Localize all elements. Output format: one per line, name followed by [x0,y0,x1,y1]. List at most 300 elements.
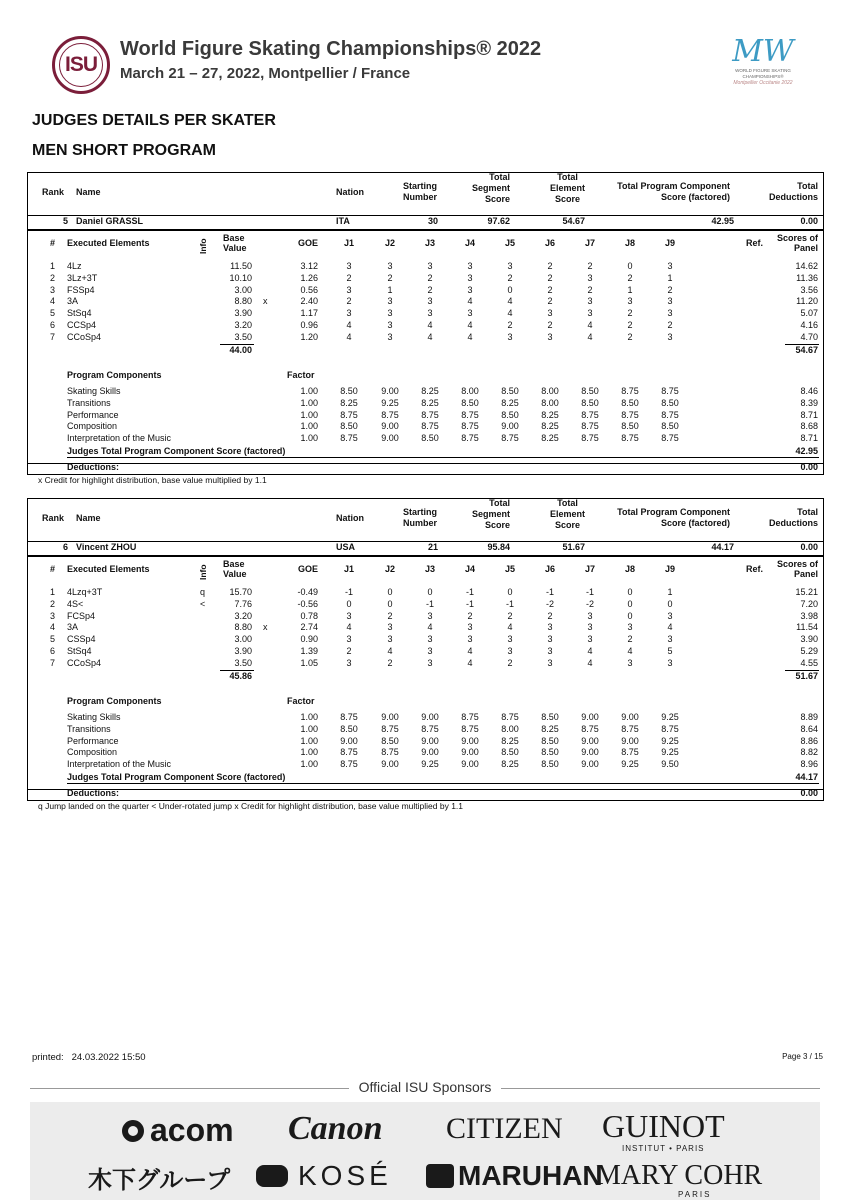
element-judge-score: 3 [387,308,393,319]
element-judge-score: 4 [387,646,393,656]
element-judge-score: 0 [627,261,633,271]
nation-label: Nation [336,187,364,197]
element-panel-score: 4.16 [800,320,818,330]
element-x-flag: x [263,622,268,633]
name-label: Name [76,187,101,197]
element-goe: 0.78 [300,610,318,621]
element-name: FSSp4 [67,284,95,295]
component-judge-score: 9.00 [581,712,599,722]
sponsor-marycohr-subtitle: PARIS [678,1190,712,1199]
component-judge-score: 8.75 [501,712,519,722]
component-row [27,398,824,410]
element-judge-score: 3 [427,610,433,621]
component-judge-score: 9.00 [421,747,439,758]
tss-label-3: Score [484,520,510,530]
element-judge-score: 3 [387,622,393,633]
element-judge-score: 2 [507,272,513,283]
skater-nation: ITA [336,216,350,226]
element-base-value: 15.70 [229,587,252,597]
element-judge-score: 0 [627,610,633,621]
judge-label: J2 [384,238,395,248]
element-judge-score: 1 [627,284,633,295]
element-judge-score: 3 [587,272,593,283]
component-judge-score: 8.25 [501,397,519,408]
scores-of-panel-label-1: Scores of [776,559,818,569]
element-judge-score: 3 [547,646,553,656]
element-name: CSSp4 [67,634,96,645]
judge-label: J9 [664,564,675,574]
element-name: 4Lzq+3T [67,587,103,597]
component-panel-score: 8.68 [800,421,818,432]
component-factor: 1.00 [300,421,318,432]
component-judge-score: 8.75 [621,409,639,420]
judge-label: J3 [424,564,435,574]
element-panel-score: 5.29 [800,646,818,656]
element-goe: -0.49 [297,587,318,597]
component-row [27,410,824,422]
element-judge-score: 2 [627,308,633,319]
component-judge-score: 8.25 [421,386,439,396]
element-panel-score: 7.20 [800,598,818,609]
component-judge-score: 8.25 [501,735,519,746]
skater-name: Daniel GRASSL [76,216,144,226]
element-base-value: 8.80 [234,296,252,307]
component-judge-score: 8.50 [501,386,519,396]
printed-timestamp [32,1052,146,1063]
element-goe: 0.96 [300,320,318,330]
element-judge-score: 0 [507,284,513,295]
component-judge-score: 8.75 [381,723,399,734]
footnote: q Jump landed on the quarter < Under-rotated jump x Credit for highlight distribution, base value multiplied by 1.1 [38,801,464,811]
component-judge-score: 8.50 [461,397,479,408]
component-factor: 1.00 [300,759,318,770]
starting-number-label-2: Number [402,518,437,528]
element-judge-score: 3 [427,261,433,271]
component-judge-score: 9.00 [581,735,599,746]
element-judge-score: 2 [467,610,473,621]
element-judge-score: 3 [667,610,673,621]
element-judge-score: 3 [346,610,352,621]
element-goe: 1.26 [300,272,318,283]
component-name: Performance [67,735,119,746]
element-judge-score: 1 [387,284,393,295]
info-label: Info [198,238,208,254]
component-judge-score: 9.00 [381,421,399,432]
element-judge-score: 2 [346,272,352,283]
element-goe: 1.05 [300,657,318,668]
component-panel-score: 8.86 [800,735,818,746]
element-judge-score: 3 [427,646,433,656]
component-judge-score: 9.00 [340,735,358,746]
element-panel-score: 3.90 [800,634,818,645]
sponsor-guinot-subtitle: INSTITUT • PARIS [622,1144,705,1153]
skater-tes: 51.67 [562,542,585,552]
element-judge-score: 3 [667,634,673,645]
component-judge-score: 8.50 [501,747,519,758]
deductions-value: 0.00 [800,788,818,798]
pcs-total-rule [67,457,819,458]
element-judge-score: 3 [547,622,553,633]
component-judge-score: 8.75 [581,723,599,734]
component-judge-score: 9.00 [621,712,639,722]
element-judge-score: 0 [627,598,633,609]
sponsor-maruhan-text: MARUHAN [458,1160,603,1191]
tes-label-1: Total [557,172,578,182]
component-judge-score: 8.75 [461,433,479,444]
component-row [27,421,824,433]
judge-label: J4 [464,238,475,248]
component-judge-score: 8.50 [541,735,559,746]
program-components-label: Program Components [67,370,162,380]
element-judge-score: 2 [587,261,593,271]
element-panel-score: 3.56 [800,284,818,295]
maruhan-mark-icon [426,1164,454,1188]
element-judge-score: 3 [507,331,513,342]
component-judge-score: 8.75 [461,421,479,432]
scores-of-panel-label-1: Scores of [776,233,818,243]
goe-label: GOE [297,238,318,248]
deductions-label: Deductions: [67,462,120,472]
component-judge-score: 9.00 [381,759,399,770]
component-judge-score: 9.25 [661,712,679,722]
element-row [27,634,824,646]
element-judge-score: 2 [387,272,393,283]
component-panel-score: 8.46 [800,386,818,396]
element-base-value: 10.10 [229,272,252,283]
element-judge-score: -2 [585,598,594,609]
element-panel-score: 15.21 [795,587,818,597]
component-judge-score: 8.50 [541,712,559,722]
component-name: Interpretation of the Music [67,433,172,444]
skater-rank: 5 [62,216,68,226]
element-goe: -0.56 [297,598,318,609]
element-judge-score: 2 [387,657,393,668]
document-title: JUDGES DETAILS PER SKATER [32,112,276,129]
component-judge-score: 8.75 [340,759,358,770]
component-judge-score: 8.25 [501,759,519,770]
component-judge-score: 8.50 [621,397,639,408]
element-goe: 1.39 [300,646,318,656]
skater-total-deductions: 0.00 [800,216,818,226]
component-judge-score: 9.25 [621,759,639,770]
component-judge-score: 8.75 [621,386,639,396]
component-row [27,747,824,759]
sponsor-kose-text: KOSÉ [298,1160,392,1191]
component-judge-score: 9.00 [421,712,439,722]
judges-total-pcs-label: Judges Total Program Component Score (factored) [67,772,286,782]
num-label: # [50,564,56,574]
component-judge-score: 8.50 [381,735,399,746]
element-judge-score: 4 [427,331,433,342]
sponsor-acom-text: acom [150,1112,234,1148]
element-judge-score: 3 [387,634,393,645]
component-factor: 1.00 [300,712,318,722]
element-name: FCSp4 [67,610,96,621]
starting-number-label-1: Starting [402,507,437,517]
element-judge-score: 3 [467,261,473,271]
element-judge-score: 4 [587,331,593,342]
skater-tes: 54.67 [562,216,585,226]
element-judge-score: 4 [346,331,352,342]
component-judge-score: 8.50 [501,409,519,420]
element-row [27,658,824,670]
element-judge-score: 3 [587,634,593,645]
printed-value: 24.03.2022 15:50 [71,1052,146,1063]
element-judge-score: 3 [547,634,553,645]
component-judge-score: 8.00 [501,723,519,734]
element-number: 3 [50,284,56,295]
deductions-value: 0.00 [800,462,818,472]
judge-label: J9 [664,238,675,248]
sponsors-banner [30,1102,820,1200]
tpcs-label-1: Total Program Component [617,181,730,191]
info-label: Info [198,564,208,580]
element-judge-score: 3 [427,634,433,645]
pcs-total-rule [67,783,819,784]
component-judge-score: 9.00 [581,747,599,758]
component-judge-score: 9.25 [381,397,399,408]
component-judge-score: 8.75 [621,723,639,734]
element-judge-score: 3 [467,622,473,633]
tpcs-label-2: Score (factored) [660,518,730,528]
component-judge-score: 8.25 [541,409,559,420]
component-judge-score: 8.75 [421,723,439,734]
component-judge-score: 8.50 [541,759,559,770]
tes-label-3: Score [554,194,580,204]
scores-of-panel-label-2: Panel [793,243,818,253]
isu-logo-text: ISU [64,53,97,76]
component-factor: 1.00 [300,723,318,734]
element-judge-score: 3 [547,657,553,668]
element-judge-score: 3 [427,296,433,307]
component-judge-score: 8.75 [381,747,399,758]
skater-starting-number: 30 [427,216,438,226]
element-judge-score: 2 [667,284,673,295]
element-base-value: 3.00 [234,634,252,645]
total-deductions-label-2: Deductions [768,192,818,202]
element-row [27,599,824,611]
tss-label-1: Total [489,172,510,182]
element-judge-score: 3 [467,308,473,319]
element-judge-score: 2 [547,261,553,271]
element-number: 7 [50,657,56,668]
tpcs-label-1: Total Program Component [617,507,730,517]
element-judge-score: 2 [587,284,593,295]
skater-panel [27,498,824,811]
component-judge-score: 8.50 [581,397,599,408]
component-judge-score: 8.50 [340,386,358,396]
element-judge-score: 0 [427,587,433,597]
component-panel-score: 8.82 [800,747,818,758]
element-info: q [200,587,206,597]
element-goe: 0.90 [300,634,318,645]
tes-label-3: Score [554,520,580,530]
element-judge-score: 3 [346,261,352,271]
component-factor: 1.00 [300,735,318,746]
page-number: Page 3 / 15 [782,1052,823,1061]
element-goe: 3.12 [300,261,318,271]
element-judge-score: 2 [547,296,553,307]
skater-tss: 95.84 [487,542,510,552]
element-judge-score: 2 [507,320,513,330]
total-deductions-label-1: Total [797,507,818,517]
element-judge-score: 2 [627,634,633,645]
component-judge-score: 8.50 [340,723,358,734]
element-judge-score: 4 [467,331,473,342]
element-judge-score: 3 [346,634,352,645]
element-number: 5 [50,308,56,319]
element-judge-score: 2 [507,657,513,668]
element-base-value: 3.20 [234,610,252,621]
element-base-value: 8.80 [234,622,252,633]
component-judge-score: 9.00 [461,759,479,770]
component-judge-score: 8.50 [421,433,439,444]
tss-label-3: Score [484,194,510,204]
element-base-value: 3.20 [234,320,252,330]
component-judge-score: 9.25 [421,759,439,770]
element-judge-score: 4 [346,622,352,633]
component-judge-score: 9.00 [461,735,479,746]
component-judge-score: 8.75 [581,409,599,420]
component-row [27,724,824,736]
rank-label: Rank [42,187,65,197]
footnote: x Credit for highlight distribution, base value multiplied by 1.1 [38,475,267,485]
component-judge-score: 8.75 [381,409,399,420]
element-judge-score: 4 [627,646,633,656]
element-judge-score: 4 [507,622,513,633]
component-judge-score: 8.75 [340,747,358,758]
element-judge-score: 3 [587,610,593,621]
component-row [27,386,824,398]
element-row [27,296,824,308]
component-factor: 1.00 [300,386,318,396]
element-number: 2 [50,598,56,609]
element-judge-score: 4 [507,308,513,319]
judge-label: J1 [343,564,354,574]
element-judge-score: 0 [387,587,393,597]
element-judge-score: 4 [467,657,473,668]
element-judge-score: 3 [507,634,513,645]
element-judge-score: 2 [427,284,433,295]
component-judge-score: 9.00 [381,386,399,396]
element-judge-score: 3 [387,296,393,307]
sponsor-acom-logo [122,1112,234,1149]
component-factor: 1.00 [300,409,318,420]
element-judge-score: 3 [387,331,393,342]
element-panel-score: 5.07 [800,308,818,319]
component-panel-score: 8.64 [800,723,818,734]
component-name: Performance [67,409,119,420]
judges-total-pcs-value: 42.95 [795,446,818,456]
element-judge-score: 4 [467,320,473,330]
element-judge-score: 4 [427,622,433,633]
sponsor-kose-logo [256,1160,392,1192]
component-panel-score: 8.71 [800,409,818,420]
element-judge-score: 3 [346,657,352,668]
component-judge-score: 9.00 [381,433,399,444]
judge-label: J5 [504,564,515,574]
judge-label: J7 [584,564,595,574]
element-row [27,273,824,285]
element-judge-score: 3 [627,622,633,633]
element-judge-score: 2 [667,320,673,330]
component-factor: 1.00 [300,747,318,758]
tss-label-2: Segment [471,509,510,519]
element-judge-score: 5 [667,646,673,656]
goe-label: GOE [297,564,318,574]
total-deductions-label-2: Deductions [768,518,818,528]
element-judge-score: 3 [667,261,673,271]
element-judge-score: 2 [627,331,633,342]
component-judge-score: 8.75 [621,433,639,444]
base-value-total: 44.00 [229,345,252,355]
component-name: Composition [67,421,118,432]
element-name: StSq4 [67,308,92,319]
component-judge-score: 9.00 [501,421,519,432]
element-name: CCoSp4 [67,657,102,668]
judge-label: J6 [544,238,555,248]
event-logo [728,36,798,102]
component-judge-score: 8.25 [340,397,358,408]
element-judge-score: -1 [585,587,594,597]
starting-number-label-2: Number [402,192,437,202]
element-judge-score: 3 [467,284,473,295]
element-panel-score: 11.20 [796,296,818,307]
element-base-value: 3.90 [234,308,252,319]
tes-label-2: Element [549,509,585,519]
sponsor-citizen-logo: CITIZEN [446,1112,563,1145]
element-judge-score: -1 [344,587,353,597]
component-row [27,433,824,445]
rank-label: Rank [42,513,65,523]
isu-logo [52,36,110,94]
component-judge-score: 8.50 [340,421,358,432]
base-value-label-1: Base [223,559,245,569]
component-judge-score: 8.75 [461,723,479,734]
element-judge-score: 3 [507,261,513,271]
element-judge-score: 0 [667,598,673,609]
executed-elements-label: Executed Elements [67,238,150,248]
element-judge-score: 1 [667,587,673,597]
event-title: World Figure Skating Championships® 2022 [120,38,542,60]
element-name: StSq4 [67,646,92,656]
scores-of-panel-label-2: Panel [793,569,818,579]
element-judge-score: 3 [547,308,553,319]
component-judge-score: 8.50 [581,386,599,396]
component-judge-score: 8.75 [461,712,479,722]
element-number: 1 [50,587,56,597]
element-goe: 0.56 [300,284,318,295]
element-number: 7 [50,331,56,342]
component-judge-score: 8.75 [581,433,599,444]
component-judge-score: 8.75 [340,433,358,444]
element-name: CCSp4 [67,320,97,330]
ref-label: Ref. [746,564,764,574]
element-panel-score: 4.70 [800,331,818,342]
element-panel-score: 14.62 [795,261,818,271]
element-judge-score: -1 [545,587,554,597]
tpcs-label-2: Score (factored) [660,192,730,202]
base-value-label-2: Value [223,243,247,253]
element-judge-score: -1 [505,598,514,609]
component-panel-score: 8.39 [800,397,818,408]
event-logo-caption: WORLD FIGURE SKATING CHAMPIONSHIPS® [735,68,791,79]
element-judge-score: 3 [667,308,673,319]
element-judge-score: 2 [547,272,553,283]
element-judge-score: -2 [545,598,554,609]
num-label: # [50,238,56,248]
element-name: 3A [67,622,79,633]
